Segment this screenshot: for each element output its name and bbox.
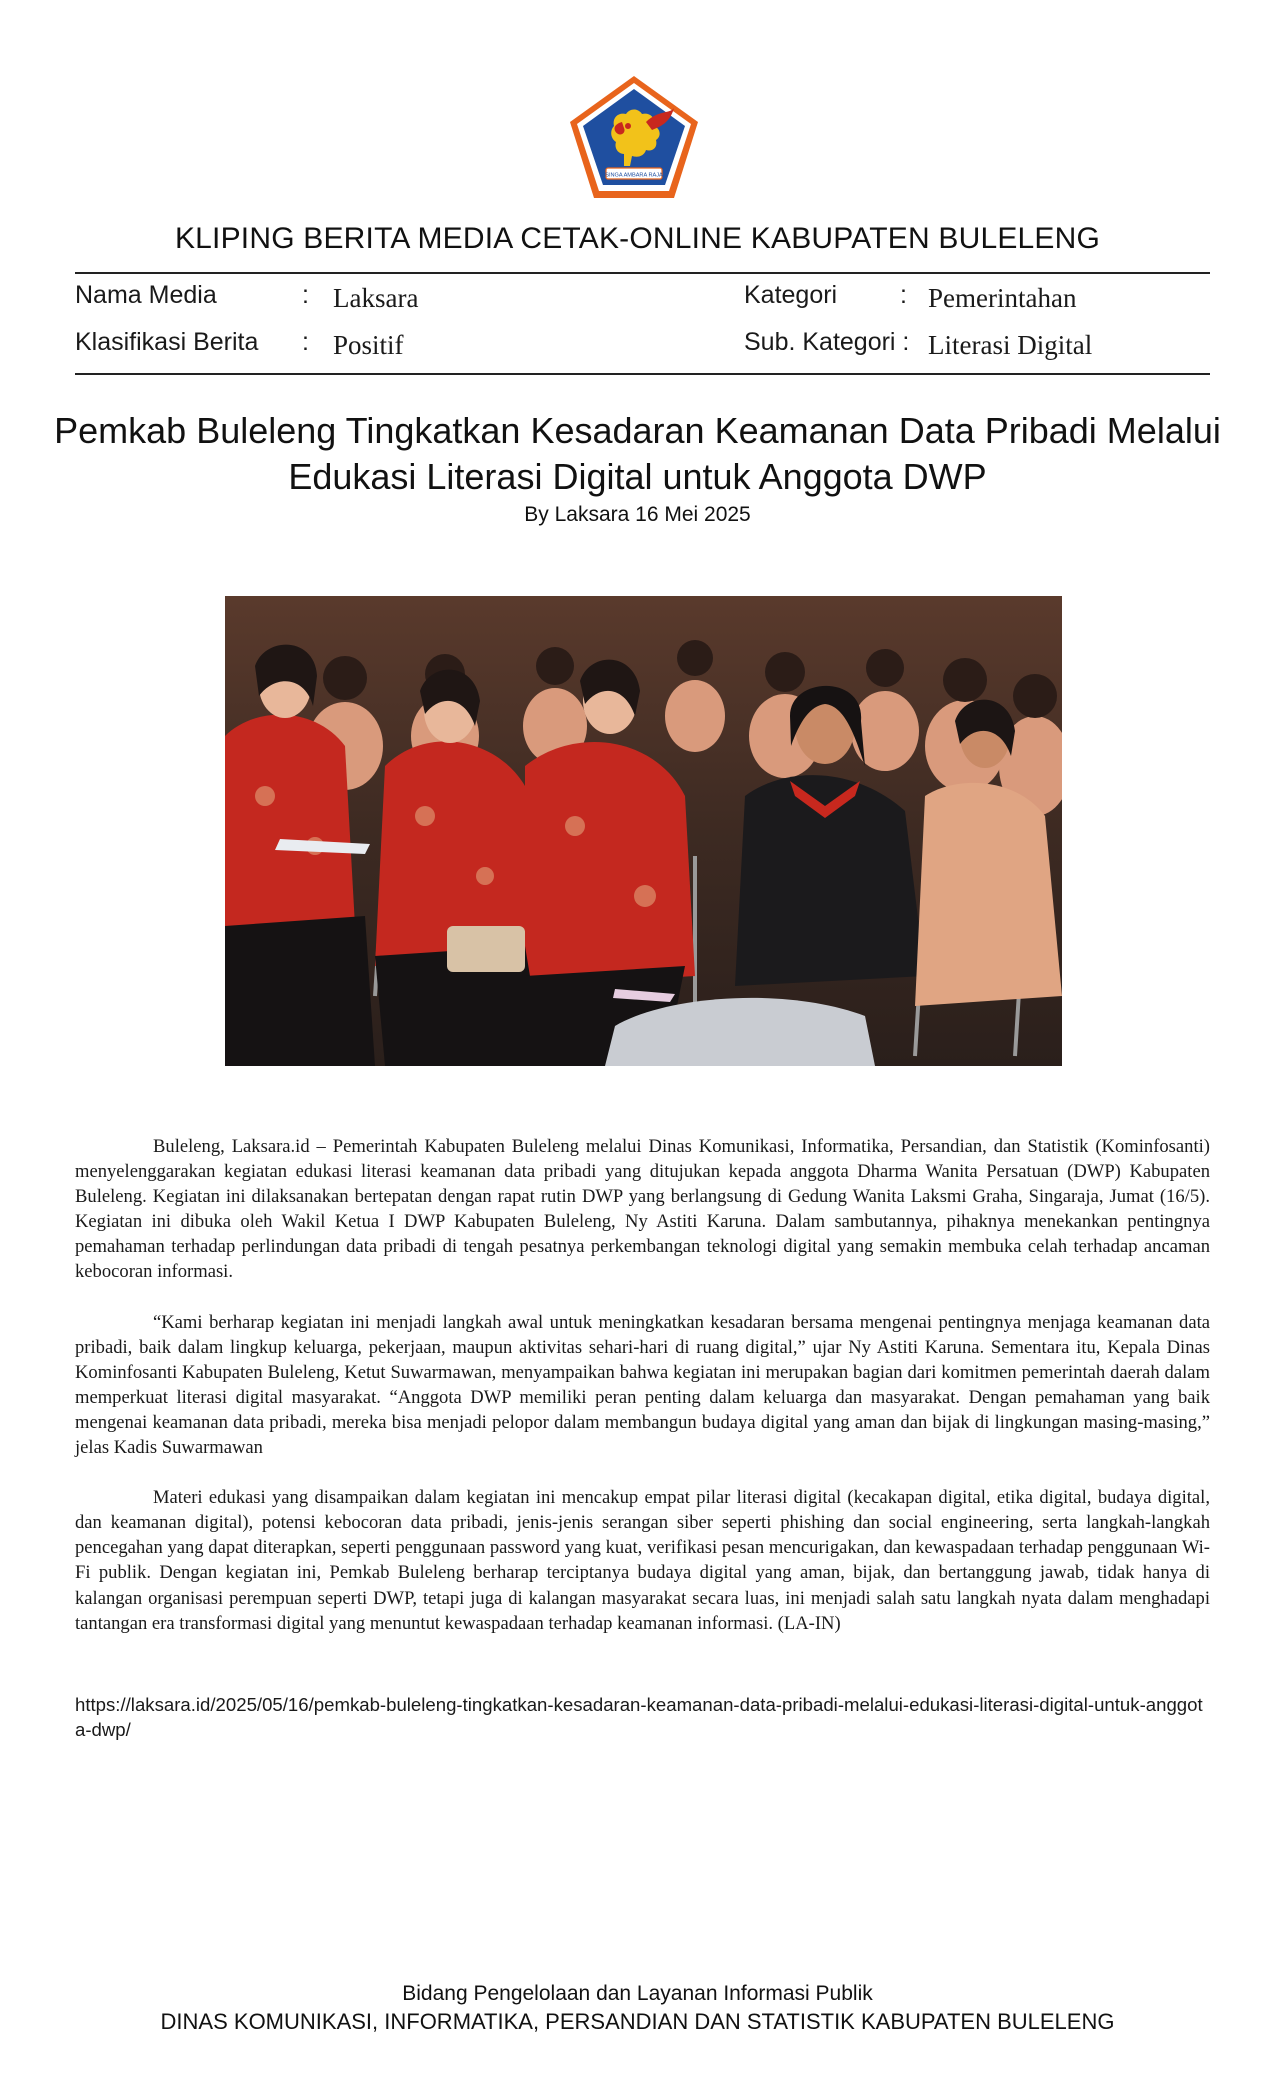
subcategory-label: Sub. Kategori : [744,328,910,356]
article-body [75,1134,1210,1661]
media-name-label: Nama Media [75,281,217,309]
news-classification-label: Klasifikasi Berita [75,328,259,356]
article-photo [225,596,1062,1066]
page-footer [0,1980,1275,2036]
news-classification-colon: : [302,328,309,356]
article-title-block [40,408,1235,528]
media-name-colon: : [302,281,309,309]
article-paragraph-3: Materi edukasi yang disampaikan dalam kegiatan ini mencakup empat pilar literasi digital (kecakapan digital, etika digital, budaya digital, dan keamanan digital), potensi kebocoran data pribadi, jenis-jenis serangan siber seperti phishing dan social engineering, serta langkah-langkah pencegahan yang dapat diterapkan, seperti penggunaan password yang kuat, verifikasi pesan mencurigakan, dan kewaspadaan terhadap penggunaan Wi-Fi publik. Dengan kegiatan ini, Pemkab Buleleng berharap terciptanya budaya digital yang aman, bijak, dan bertanggung jawab, tidak hanya di kalangan organisasi perempuan seperti DWP, tetapi juga di kalangan masyarakat secara luas, ini menjadi salah satu langkah nyata dalam menghadapi tantangan era transformasi digital yang menuntut kewaspadaan terhadap keamanan informasi. (LA-IN) [75,1487,1210,1634]
header-divider-bottom [75,373,1210,375]
category-value: Pemerintahan [928,283,1077,313]
subcategory-value: Literasi Digital [928,330,1093,360]
footer-agency-name: DINAS KOMUNIKASI, INFORMATIKA, PERSANDIAN DAN STATISTIK KABUPATEN BULELENG [160,2009,1115,2034]
article-paragraph-1: Buleleng, Laksara.id – Pemerintah Kabupaten Buleleng melalui Dinas Komunikasi, Informatika, Persandian, dan Statistik (Kominfosanti) menyelenggarakan kegiatan edukasi literasi keamanan data pribadi yang ditujukan kepada anggota Dharma Wanita Persatuan (DWP) Kabupaten Buleleng. Kegiatan ini dilaksanakan bertepatan dengan rapat rutin DWP yang berlangsung di Gedung Wanita Laksmi Graha, Singaraja, Jumat (16/5). Kegiatan ini dibuka oleh Wakil Ketua I DWP Kabupaten Buleleng, Ny Astiti Karuna. Dalam sambutannya, pihaknya menekankan pentingnya pemahaman terhadap perlindungan data pribadi di tengah pesatnya perkembangan teknologi digital yang semakin membuka celah terhadap ancaman kebocoran informasi. [75,1136,1210,1283]
source-url-link[interactable]: https://laksara.id/2025/05/16/pemkab-buleleng-tingkatkan-kesadaran-keamanan-data-pribadi-melalui-edukasi-literasi-digital-untuk-anggota-dwp/ [75,1694,1203,1740]
news-classification-value: Positif [333,330,404,360]
category-colon: : [900,281,907,309]
clipping-header-title: KLIPING BERITA MEDIA CETAK-ONLINE KABUPATEN BULELENG [174,222,1101,255]
media-name-value: Laksara [333,283,419,313]
article-byline: By Laksara 16 Mei 2025 [524,503,751,526]
header-divider-top [75,272,1210,274]
category-label: Kategori [744,281,838,309]
footer-division-name: Bidang Pengelolaan dan Layanan Informasi Publik [402,1982,873,2005]
article-title: Pemkab Buleleng Tingkatkan Kesadaran Keamanan Data Pribadi Melalui Edukasi Literasi Digital untuk Anggota DWP [54,410,1221,497]
buleleng-regency-logo [566,74,702,202]
logo-motto: SINGA AMBARA RAJA [605,172,663,179]
article-paragraph-2: “Kami berharap kegiatan ini menjadi langkah awal untuk meningkatkan kesadaran bersama mengenai pentingnya menjaga keamanan data pribadi, baik dalam lingkup keluarga, pekerjaan, maupun aktivitas sehari-hari di ruang digital,” ujar Ny Astiti Karuna. Sementara itu, Kepala Dinas Kominfosanti Kabupaten Buleleng, Ketut Suwarmawan, menyampaikan bahwa kegiatan ini merupakan bagian dari komitmen pemerintah daerah dalam memperkuat literasi digital masyarakat. “Anggota DWP memiliki peran penting dalam keluarga dan masyarakat. Dengan pemahaman yang baik mengenai keamanan data pribadi, mereka bisa menjadi pelopor dalam membangun budaya digital yang aman dan bijak di lingkungan masing-masing,” jelas Kadis Suwarmawan [75,1311,1210,1459]
